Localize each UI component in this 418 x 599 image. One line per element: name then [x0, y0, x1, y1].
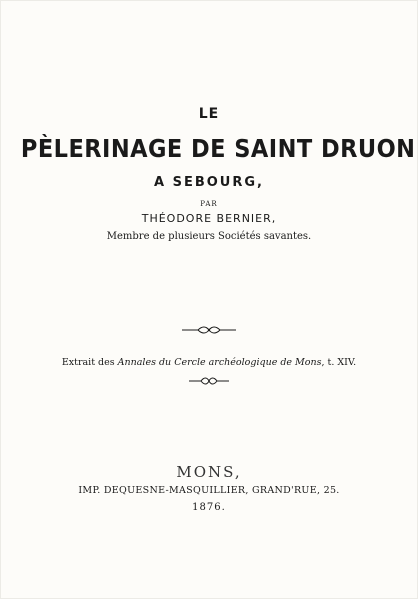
- ornament-divider-icon: [182, 326, 236, 334]
- article-heading: LE: [198, 106, 220, 122]
- publication-year: 1876.: [192, 502, 226, 513]
- printer-imprint: IMP. DEQUESNE-MASQUILLIER, GRAND'RUE, 25.: [78, 485, 340, 496]
- extract-suffix: , t. XIV.: [321, 357, 357, 368]
- main-title: PÈLERINAGE DE SAINT DRUON: [20, 134, 416, 163]
- city: MONS,: [176, 463, 242, 481]
- by-label: PAR: [200, 200, 218, 208]
- author-name: THÉODORE BERNIER,: [141, 212, 277, 225]
- extract-prefix: Extrait des: [61, 357, 118, 368]
- ornament-divider-icon: [189, 377, 229, 385]
- subtitle: A SEBOURG,: [154, 175, 264, 190]
- author-role: Membre de plusieurs Sociétés savantes.: [106, 231, 312, 242]
- extract-source: Annales du Cercle archéologique de Mons: [117, 357, 322, 368]
- extract-note: [0, 357, 418, 368]
